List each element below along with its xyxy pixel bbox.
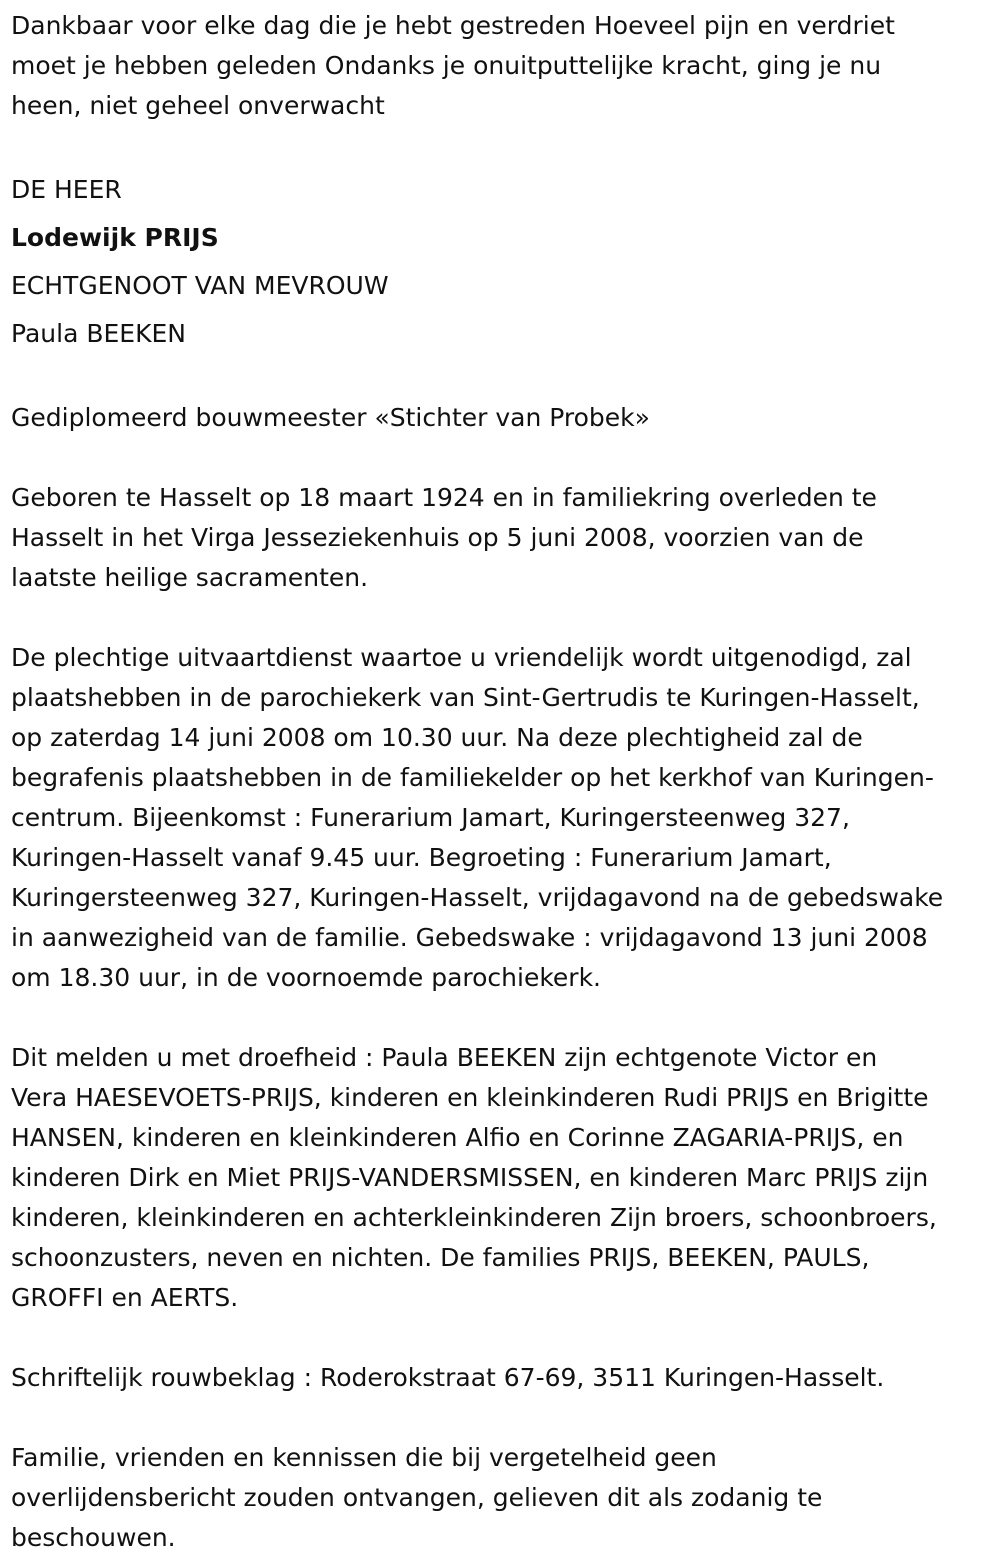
funeral-line: op zaterdag 14 juni 2008 om 10.30 uur. Na deze plechtigheid zal de (11, 723, 863, 752)
closing-line: Familie, vrienden en kennissen die bij vergetelheid geen (11, 1443, 717, 1472)
closing-line: beschouwen. (11, 1523, 176, 1552)
funeral-paragraph (11, 638, 990, 998)
closing-paragraph (11, 1438, 990, 1558)
birth-death-line: Geboren te Hasselt op 18 maart 1924 en in familiekring overleden te (11, 483, 877, 512)
family-paragraph (11, 1038, 990, 1318)
condolence-line: Schriftelijk rouwbeklag : Roderokstraat 67-69, 3511 Kuringen-Hasselt. (11, 1363, 885, 1392)
funeral-line: om 18.30 uur, in de voornoemde parochiekerk. (11, 963, 602, 992)
family-line: Vera HAESEVOETS-PRIJS, kinderen en kleinkinderen Rudi PRIJS en Brigitte (11, 1083, 929, 1112)
funeral-line: Kuringen-Hasselt vanaf 9.45 uur. Begroeting : Funerarium Jamart, (11, 843, 832, 872)
paragraph-spacer (11, 598, 990, 638)
condolence-paragraph (11, 1358, 990, 1398)
heading-block (11, 166, 990, 358)
spouse-name: Paula BEEKEN (11, 319, 186, 348)
paragraph-spacer (11, 1398, 990, 1438)
funeral-line: in aanwezigheid van de familie. Gebedswake : vrijdagavond 13 juni 2008 (11, 923, 928, 952)
family-line: Dit melden u met droefheid : Paula BEEKEN zijn echtgenote Victor en (11, 1043, 878, 1072)
family-line: kinderen, kleinkinderen en achterkleinkinderen Zijn broers, schoonbroers, (11, 1203, 937, 1232)
title-prefix: DE HEER (11, 175, 122, 204)
paragraph-spacer (11, 998, 990, 1038)
paragraph-spacer (11, 358, 990, 398)
funeral-line: centrum. Bijeenkomst : Funerarium Jamart, Kuringersteenweg 327, (11, 803, 850, 832)
family-line: kinderen Dirk en Miet PRIJS-VANDERSMISSEN, en kinderen Marc PRIJS zijn (11, 1163, 929, 1192)
birth-death-paragraph (11, 478, 990, 598)
funeral-line: De plechtige uitvaartdienst waartoe u vriendelijk wordt uitgenodigd, zal (11, 643, 912, 672)
birth-death-line: laatste heilige sacramenten. (11, 563, 369, 592)
family-line: HANSEN, kinderen en kleinkinderen Alfio en Corinne ZAGARIA-PRIJS, en (11, 1123, 904, 1152)
poem-line: heen, niet geheel onverwacht (11, 91, 385, 120)
family-line: schoonzusters, neven en nichten. De families PRIJS, BEEKEN, PAULS, (11, 1243, 870, 1272)
deceased-name: Lodewijk PRIJS (11, 223, 219, 252)
paragraph-spacer (11, 438, 990, 478)
funeral-line: begrafenis plaatshebben in de familiekelder op het kerkhof van Kuringen- (11, 763, 934, 792)
poem-line: moet je hebben geleden Ondanks je onuitputtelijke kracht, ging je nu (11, 51, 882, 80)
poem-line: Dankbaar voor elke dag die je hebt gestreden Hoeveel pijn en verdriet (11, 11, 895, 40)
birth-death-line: Hasselt in het Virga Jesseziekenhuis op 5 juni 2008, voorzien van de (11, 523, 864, 552)
funeral-line: Kuringersteenweg 327, Kuringen-Hasselt, vrijdagavond na de gebedswake (11, 883, 944, 912)
profession-paragraph (11, 398, 990, 438)
paragraph-spacer (11, 1318, 990, 1358)
poem-paragraph (11, 6, 990, 126)
family-line: GROFFI en AERTS. (11, 1283, 239, 1312)
funeral-line: plaatshebben in de parochiekerk van Sint-Gertrudis te Kuringen-Hasselt, (11, 683, 920, 712)
paragraph-spacer (11, 126, 990, 166)
profession-line: Gediplomeerd bouwmeester «Stichter van Probek» (11, 403, 650, 432)
closing-line: overlijdensbericht zouden ontvangen, gelieven dit als zodanig te (11, 1483, 823, 1512)
spouse-label: ECHTGENOOT VAN MEVROUW (11, 271, 389, 300)
